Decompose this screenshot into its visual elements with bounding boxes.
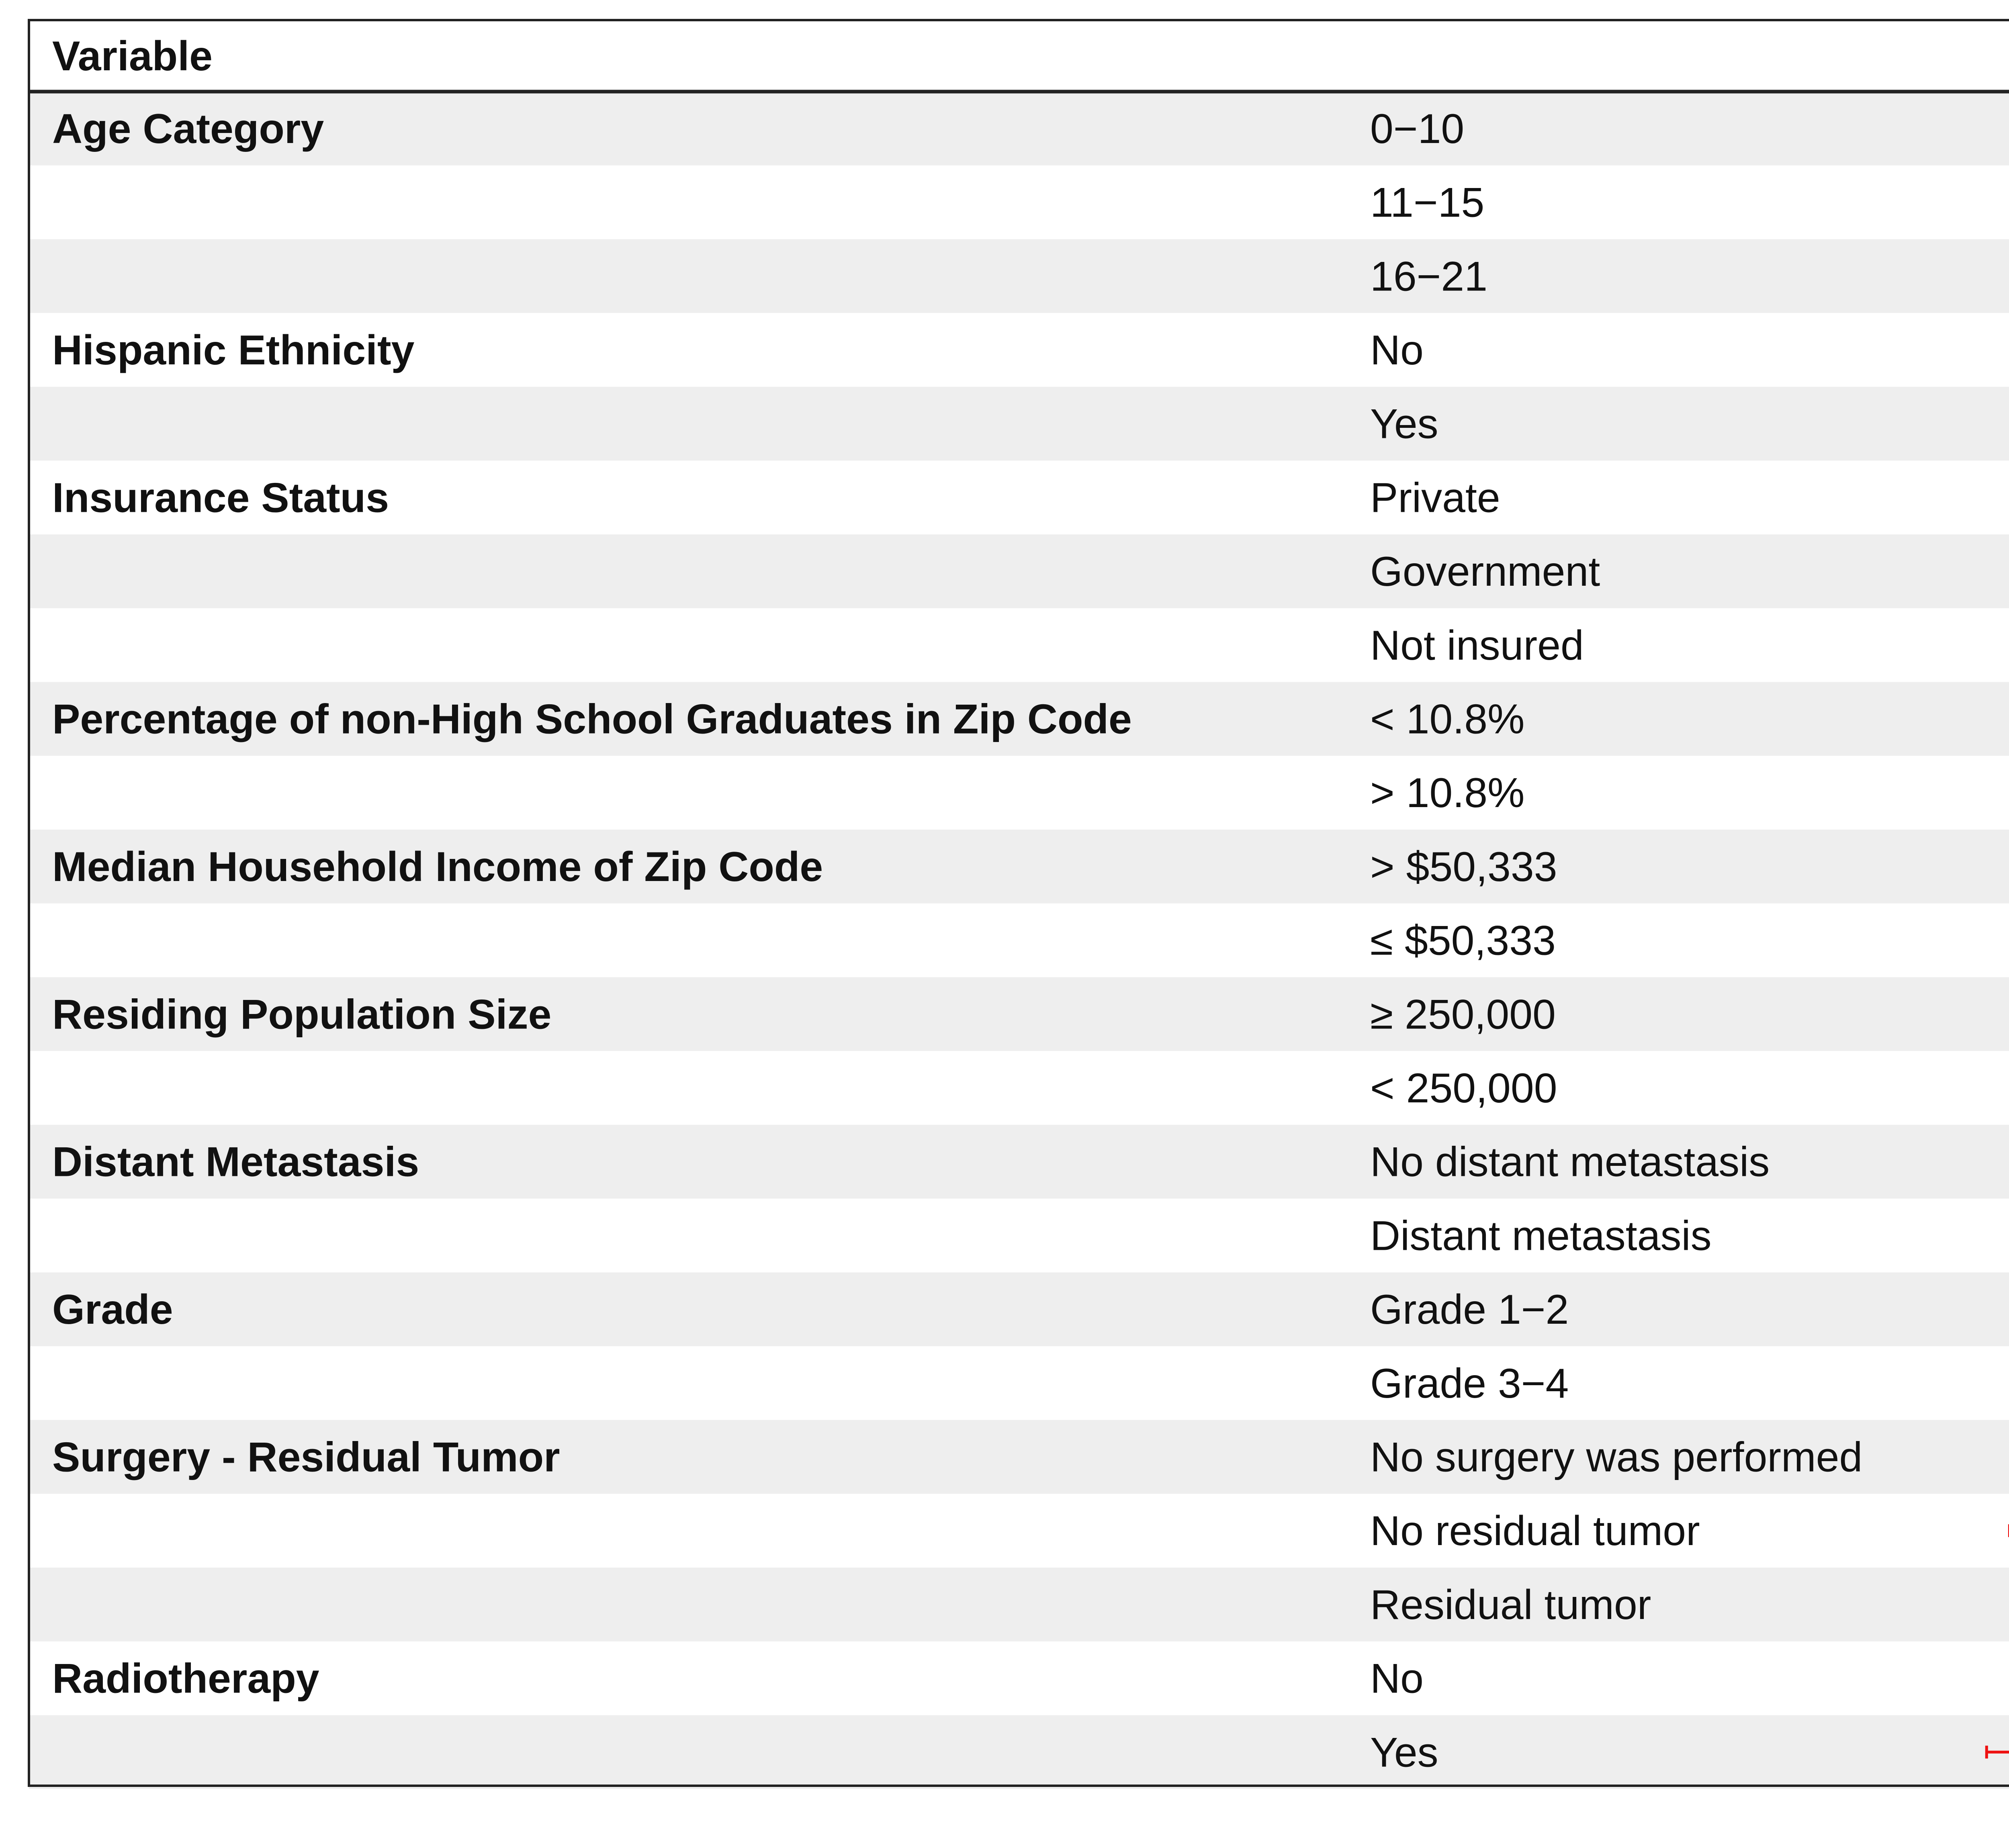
level-label: Private — [1370, 474, 1500, 521]
row-stripe — [29, 239, 2009, 313]
level-label: No surgery was performed — [1370, 1434, 1863, 1481]
row-stripe — [29, 1568, 2009, 1642]
level-label: No — [1370, 1655, 1424, 1702]
level-label: > 10.8% — [1370, 770, 1525, 817]
level-label: > $50,333 — [1370, 843, 1557, 890]
level-label: ≥ 250,000 — [1370, 991, 1556, 1038]
table-row — [1370, 1508, 2009, 1560]
level-label: Government — [1370, 548, 1600, 595]
row-stripe — [29, 534, 2009, 608]
variable-label: Residing Population Size — [52, 991, 552, 1038]
forest-marks — [1986, 120, 2009, 1764]
row-stripe — [29, 1715, 2009, 1789]
table-row — [52, 474, 2009, 521]
level-label: Grade 3−4 — [1370, 1360, 1569, 1407]
variable-label: Insurance Status — [52, 474, 389, 521]
row-stripe — [29, 1272, 2009, 1346]
table-rows — [52, 106, 2009, 1781]
variable-label: Surgery - Residual Tumor — [52, 1434, 560, 1481]
level-label: 0−10 — [1370, 105, 1465, 152]
header-variable: Variable — [52, 33, 213, 80]
level-label: Yes — [1370, 1729, 1438, 1776]
level-label: No — [1370, 327, 1424, 374]
level-label: 16−21 — [1370, 253, 1488, 300]
row-stripe — [29, 387, 2009, 461]
table-row — [52, 1656, 2009, 1702]
row-stripe — [29, 92, 2009, 166]
variable-label: Percentage of non-High School Graduates in Zip Code — [52, 696, 1132, 743]
level-label: Yes — [1370, 401, 1438, 448]
table-row — [1370, 770, 2009, 816]
level-label: < 250,000 — [1370, 1065, 1557, 1112]
level-label: Not insured — [1370, 622, 1584, 669]
level-label: 11−15 — [1370, 179, 1485, 226]
column-headers — [52, 33, 2009, 80]
table-row — [1370, 622, 2009, 669]
variable-label: Radiotherapy — [52, 1655, 319, 1702]
level-label: No residual tumor — [1370, 1508, 1700, 1555]
table-row — [1370, 180, 2009, 226]
variable-label: Grade — [52, 1286, 173, 1333]
level-label: Distant metastasis — [1370, 1212, 1712, 1259]
table-row — [1370, 1360, 2009, 1407]
level-label: ≤ $50,333 — [1370, 917, 1556, 964]
level-label: Grade 1−2 — [1370, 1286, 1569, 1333]
level-label: < 10.8% — [1370, 696, 1525, 743]
variable-label: Hispanic Ethnicity — [52, 327, 415, 374]
variable-label: Age Category — [52, 105, 324, 152]
variable-label: Distant Metastasis — [52, 1139, 419, 1186]
table-row — [1370, 918, 2009, 964]
level-label: No distant metastasis — [1370, 1139, 1770, 1186]
table-row — [1370, 1212, 2009, 1265]
table-row — [52, 327, 2009, 374]
table-row — [1370, 1065, 2009, 1112]
level-label: Residual tumor — [1370, 1581, 1651, 1628]
variable-label: Median Household Income of Zip Code — [52, 843, 823, 890]
